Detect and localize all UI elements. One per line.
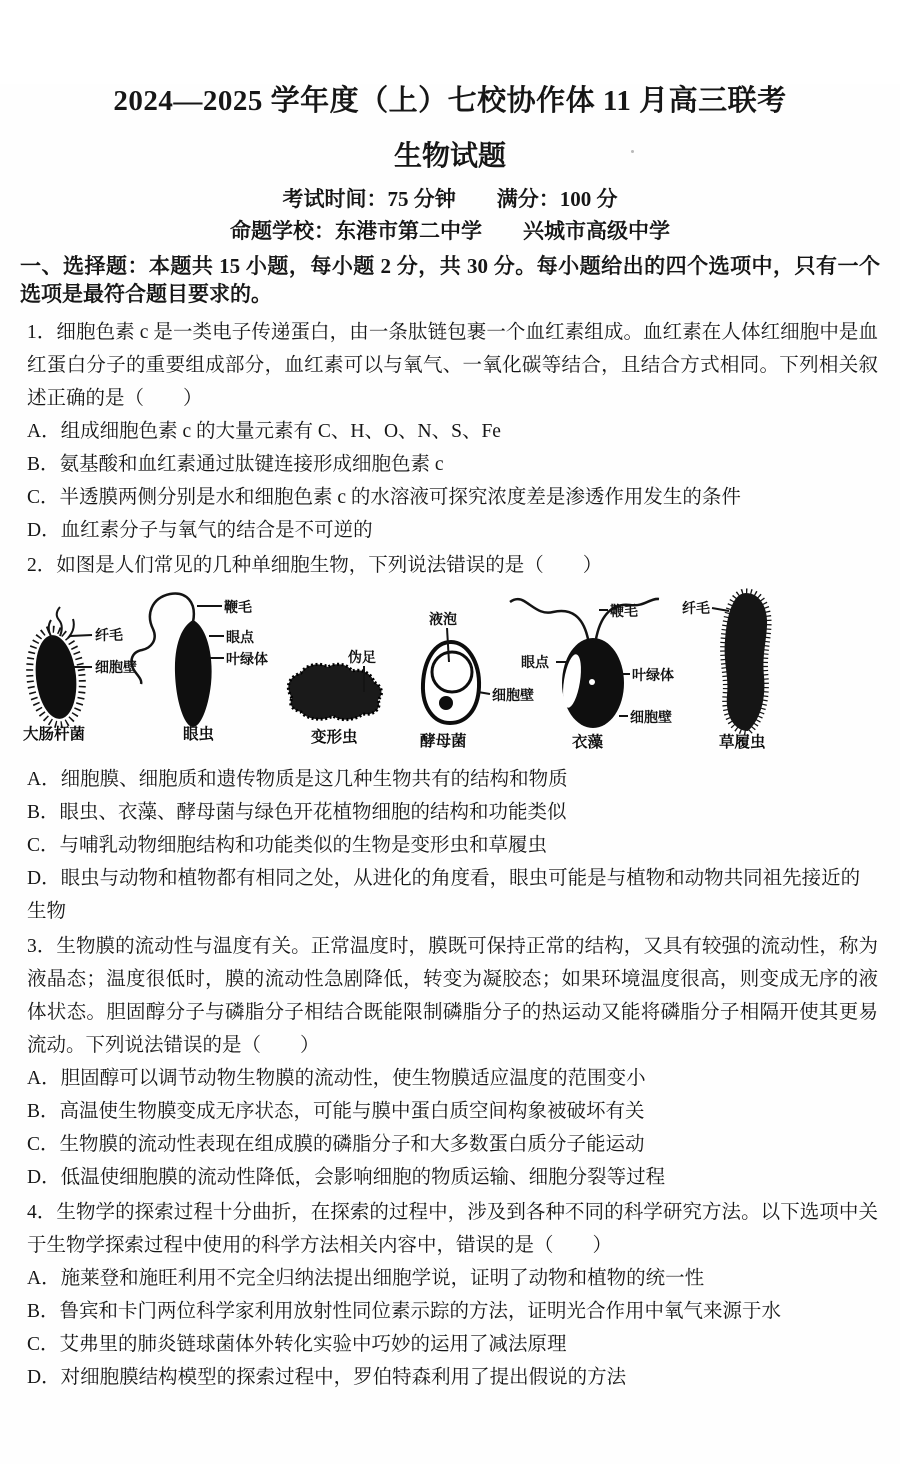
yeast-granule: [439, 696, 453, 710]
euglena-label-flagellum: 鞭毛: [224, 599, 252, 615]
amoeba-label-pseudopod: 伪足: [348, 649, 376, 665]
chlamydomonas-diagram: [510, 599, 674, 751]
euglena-diagram: [131, 594, 268, 743]
section-1-intro: 一、选择题：本题共 15 小题，每小题 2 分，共 30 分。每小题给出的四个选项中，只有一个选项是最符合题目要求的。: [20, 254, 880, 306]
euglena-body: [175, 620, 212, 727]
question-4-option-c: C．艾弗里的肺炎链球菌体外转化实验中巧妙的运用了减法原理: [27, 1334, 567, 1355]
amoeba-diagram: [288, 649, 381, 746]
question-1-option-d: D．血红素分子与氧气的结合是不可逆的: [27, 520, 373, 541]
question-1-option-b: B．氨基酸和血红素通过肽键连接形成细胞色素 c: [27, 454, 444, 475]
proposing-school-primary: 命题学校：东港市第二中学: [230, 219, 483, 243]
question-3-option-b: B．高温使生物膜变成无序状态，可能与膜中蛋白质空间构象被破坏有关: [27, 1101, 645, 1122]
question-3-option-c: C．生物膜的流动性表现在组成膜的磷脂分子和大多数蛋白质分子能运动: [27, 1134, 645, 1155]
question-1-option-c: C．半透膜两侧分别是水和细胞色素 c 的水溶液可探究浓度差是渗透作用发生的条件: [27, 487, 741, 508]
question-3-stem: 3．生物膜的流动性与温度有关。正常温度时，膜既可保持正常的结构，又具有较强的流动性，称为液晶态；温度很低时，膜的流动性急剧降低，转变为凝胶态；如果环境温度很高，则变成无序的液体状态。胆固醇分子与磷脂分子相结合既能限制磷脂分子的热运动又能将磷脂分子相隔开使其更易流动。下列说法错误的是（ ）: [27, 936, 878, 1056]
exam-time: 考试时间：75 分钟: [282, 187, 456, 211]
proposing-school-secondary: 兴城市高级中学: [522, 219, 670, 243]
question-4-option-a: A．施莱登和施旺利用不完全归纳法提出细胞学说，证明了动物和植物的统一性: [27, 1268, 705, 1289]
chlamydomonas-label-eyespot: 眼点: [521, 654, 549, 670]
amoeba-body: [288, 664, 381, 719]
chlamydomonas-label-cell-wall: 细胞壁: [630, 709, 672, 725]
yeast-name: 酵母菌: [420, 733, 467, 750]
exam-page: [0, 84, 900, 1464]
question-3: [27, 930, 878, 1194]
question-2: [23, 549, 878, 928]
question-3-option-d: D．低温使细胞膜的流动性降低，会影响细胞的物质运输、细胞分裂等过程: [27, 1167, 666, 1188]
ecoli-label-cell-wall: 细胞壁: [95, 659, 137, 675]
paramecium-diagram: [682, 593, 767, 751]
question-2-option-c: C．与哺乳动物细胞结构和功能类似的生物是变形虫和草履虫: [27, 835, 548, 856]
chlamydomonas-label-flagellum: 鞭毛: [610, 603, 638, 619]
question-4-stem: 4．生物学的探索过程十分曲折，在探索的过程中，涉及到各种不同的科学研究方法。以下选项中关于生物学探索过程中使用的科学方法相关内容中，错误的是（ ）: [27, 1202, 878, 1256]
exam-subject-title: 生物试题: [393, 141, 506, 172]
schools-line: [0, 219, 900, 243]
organisms-figure: [0, 586, 900, 761]
question-list: [0, 316, 900, 1394]
exam-info-line: [0, 187, 900, 211]
ecoli-flagella-wisps: [49, 607, 74, 638]
ecoli-name: 大肠杆菌: [23, 726, 86, 743]
paramecium-body: [725, 593, 767, 731]
question-4-option-b: B．鲁宾和卡门两位科学家利用放射性同位素示踪的方法，证明光合作用中氧气来源于水: [27, 1301, 782, 1322]
question-4: [27, 1196, 878, 1394]
question-3-option-a: A．胆固醇可以调节动物生物膜的流动性，使生物膜适应温度的范围变小: [27, 1068, 646, 1089]
scan-artifact-dot: [631, 150, 634, 153]
paramecium-label-cilia: 纤毛: [682, 600, 710, 616]
euglena-name: 眼虫: [183, 726, 215, 743]
question-4-option-d: D．对细胞膜结构模型的探索过程中，罗伯特森利用了提出假说的方法: [27, 1367, 627, 1388]
ecoli-body: [32, 633, 81, 721]
amoeba-name: 变形虫: [311, 729, 358, 746]
leader-line: [70, 635, 92, 636]
question-1-stem: 1．细胞色素 c 是一类电子传递蛋白，由一条肽链包裹一个血红素组成。血红素在人体红细胞中是血红蛋白分子的重要组成部分，血红素可以与氧气、一氧化碳等结合，且结合方式相同。下列相关叙述正确的是（ ）: [27, 322, 878, 409]
yeast-label-cell-wall: 细胞壁: [492, 687, 534, 703]
single-cell-organisms-svg: [0, 586, 900, 761]
euglena-label-chloroplast: 叶绿体: [226, 651, 268, 667]
euglena-label-eyespot: 眼点: [226, 629, 254, 645]
ecoli-diagram: [23, 607, 137, 743]
question-2-option-d: D．眼虫与动物和植物都有相同之处，从进化的角度看，眼虫可能是与植物和动物共同祖先接近的生物: [27, 868, 861, 922]
paramecium-name: 草履虫: [719, 734, 766, 751]
exam-full-score: 满分：100 分: [496, 187, 618, 211]
question-2-option-a: A．细胞膜、细胞质和遗传物质是这几种生物共有的结构和物质: [27, 769, 568, 790]
yeast-diagram: [420, 611, 534, 750]
ecoli-label-pili: 纤毛: [95, 627, 123, 643]
question-2-stem: 2．如图是人们常见的几种单细胞生物，下列说法错误的是（ ）: [27, 555, 603, 576]
yeast-label-vacuole: 液泡: [429, 611, 457, 627]
chlamydomonas-label-chloroplast: 叶绿体: [632, 667, 674, 683]
exam-title: 2024—2025 学年度（上）七校协作体 11 月高三联考: [113, 85, 787, 117]
chlamydomonas-pyrenoid-dot: [589, 679, 595, 685]
question-2-option-b: B．眼虫、衣藻、酵母菌与绿色开花植物细胞的结构和功能类似: [27, 802, 567, 823]
question-1-option-a: A．组成细胞色素 c 的大量元素有 C、H、O、N、S、Fe: [27, 421, 501, 442]
question-1: [27, 316, 878, 547]
chlamydomonas-name: 衣藻: [572, 734, 604, 751]
